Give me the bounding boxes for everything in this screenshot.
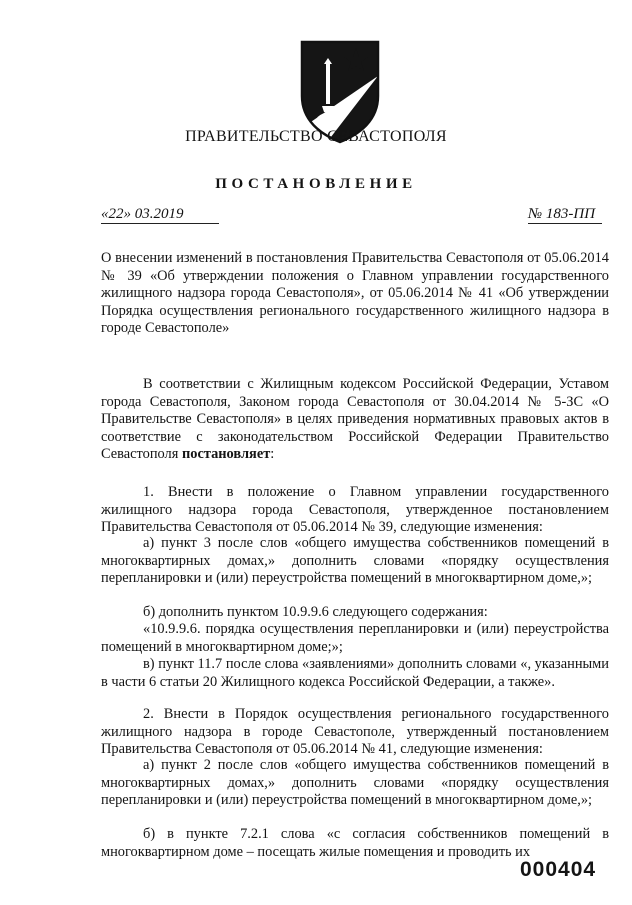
item-1-a: а) пункт 3 после слов «общего имущества собственников помещений в многоквартирных домах,» дополнить словами «порядку осуществления перепланировки и (или) переустройства помещений в многоквартирном доме,»;	[101, 535, 609, 587]
preamble-text: В соответствии с Жилищным кодексом Российской Федерации, Уставом города Севастополя, Законом города Севастополя от 30.04.2014 № 5-ЗС «О Правительстве Севастополя» в целях приведения нормативных правовых актов в соответствие с законодательством Российской Федерации Правительство Севастополя	[101, 376, 609, 463]
item-2: 2. Внести в Порядок осуществления регионального государственного жилищного надзора в городе Севастополе, утвержденный постановлением Правительства Севастополя от 05.06.2014 № 41, следующие изменения:	[101, 706, 609, 758]
document-number: № 183-ПП	[528, 205, 602, 224]
document-type: ПОСТАНОВЛЕНИЕ	[215, 176, 417, 192]
preamble-bold-verb: постановляет	[181, 446, 271, 463]
document-subject: О внесении изменений в постановления Правительства Севастополя от 05.06.2014 № 39 «Об утверждении положения о Главном управлении государственного жилищного надзора города Севастополя», от 05.06.2014 № 41 «Об утверждении Порядка осуществления регионального государственного жилищного надзора в городе Севастополе»	[101, 250, 609, 337]
item-1-v: в) пункт 11.7 после слова «заявлениями» дополнить словами «, указанными в части 6 статьи 20 Жилищного кодекса Российской Федерации, а также».	[101, 656, 609, 690]
item-1-b-quote: «10.9.9.6. порядка осуществления перепланировки и (или) переустройства помещений в многоквартирном доме;»;	[101, 621, 609, 655]
item-1: 1. Внести в положение о Главном управлении государственного жилищного надзора города Севастополя, утвержденное постановлением Правительства Севастополя от 05.06.2014 № 39, следующие изменения:	[101, 484, 609, 536]
document-date: «22» 03.2019	[101, 205, 219, 224]
item-2-a: а) пункт 2 после слов «общего имущества собственников помещений в многоквартирных домах,» дополнить словами «порядку осуществления перепланировки и (или) переустройства помещений в многоквартирном доме,»;	[101, 757, 609, 809]
page-number: 000404	[520, 858, 597, 881]
preamble-end: :	[270, 446, 275, 463]
government-title: ПРАВИТЕЛЬСТВО СЕВАСТОПОЛЯ	[185, 128, 447, 145]
item-2-b: б) в пункте 7.2.1 слова «с согласия собственников помещений в многоквартирном доме – посещать жилые помещения и проводить их	[101, 826, 609, 860]
preamble-paragraph	[101, 376, 609, 464]
item-1-b: б) дополнить пунктом 10.9.9.6 следующего содержания:	[143, 604, 488, 620]
